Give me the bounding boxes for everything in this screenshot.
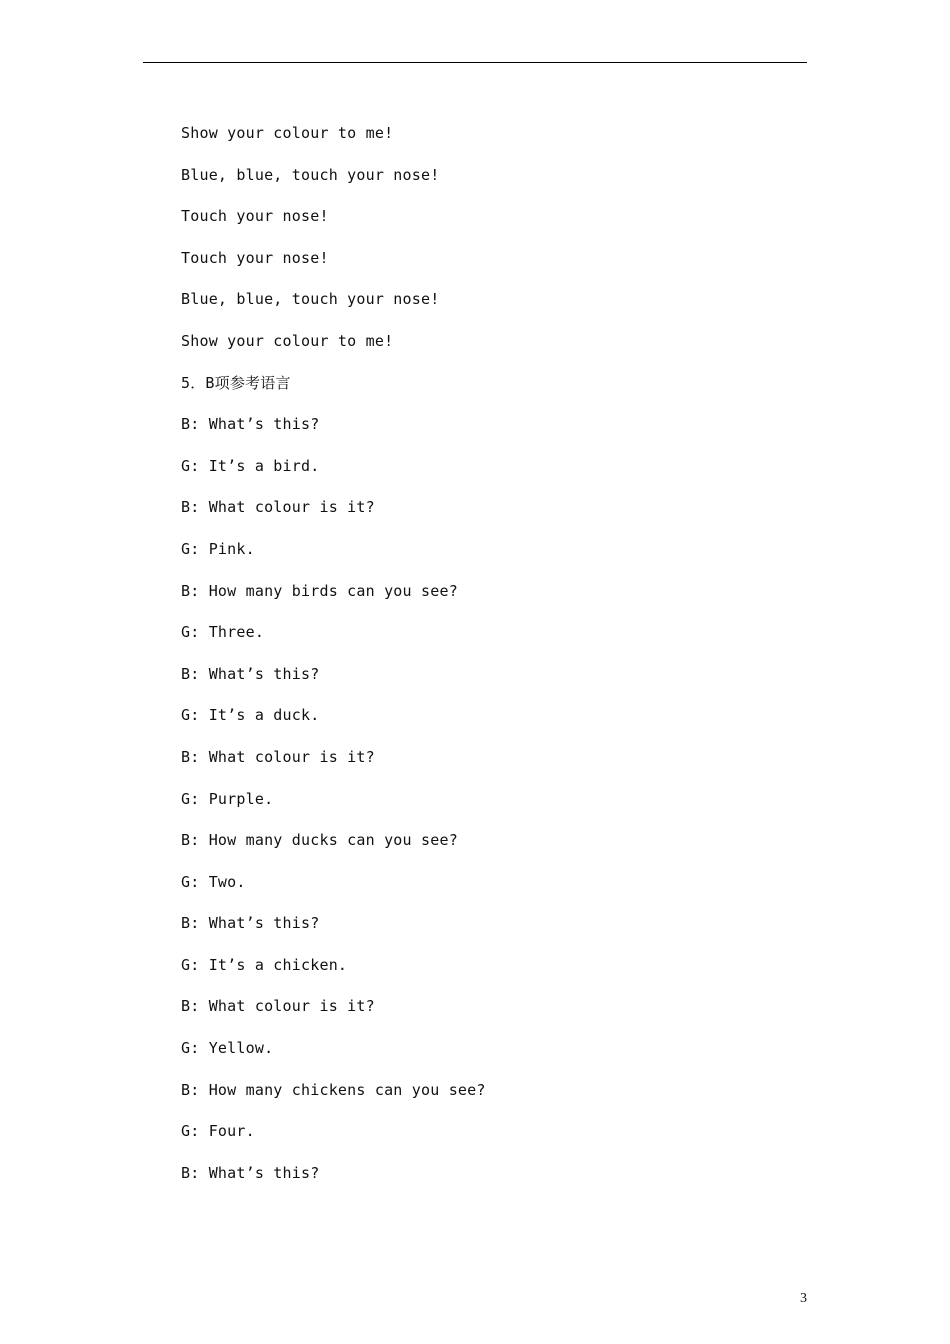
text-line: Show your colour to me! xyxy=(181,331,394,350)
dialogue-line: G: Two. xyxy=(181,872,246,891)
dialogue-line: G: It’s a chicken. xyxy=(181,955,348,974)
text-line: Blue, blue, touch your nose! xyxy=(181,290,440,309)
dialogue-line: G: Three. xyxy=(181,623,265,642)
dialogue-line: B: How many birds can you see? xyxy=(181,581,458,600)
text-line: Blue, blue, touch your nose! xyxy=(181,165,440,184)
text-line: Touch your nose! xyxy=(181,207,329,226)
dialogue-line: G: Pink. xyxy=(181,539,255,558)
dialogue-line: B: What colour is it? xyxy=(181,997,375,1016)
dialogue-line: G: Yellow. xyxy=(181,1039,274,1058)
dialogue-line: G: It’s a duck. xyxy=(181,706,320,725)
text-line: Touch your nose! xyxy=(181,248,329,267)
text-line: Show your colour to me! xyxy=(181,124,394,142)
dialogue-line: B: What colour is it? xyxy=(181,747,375,766)
dialogue-line: G: Four. xyxy=(181,1122,255,1141)
dialogue-line: G: It’s a bird. xyxy=(181,456,320,475)
dialogue-line: B: What’s this? xyxy=(181,415,320,434)
dialogue-line: B: How many ducks can you see? xyxy=(181,831,458,850)
dialogue-line: B: What’s this? xyxy=(181,1163,320,1182)
header-rule xyxy=(143,62,807,63)
dialogue-line: B: What colour is it? xyxy=(181,498,375,517)
section-heading: 5．B项参考语言 xyxy=(181,373,291,392)
document-body xyxy=(181,124,801,1205)
dialogue-line: B: What’s this? xyxy=(181,914,320,933)
page-number: 3 xyxy=(800,1291,807,1306)
dialogue-line: G: Purple. xyxy=(181,789,274,808)
dialogue-line: B: What’s this? xyxy=(181,664,320,683)
dialogue-line: B: How many chickens can you see? xyxy=(181,1080,486,1099)
